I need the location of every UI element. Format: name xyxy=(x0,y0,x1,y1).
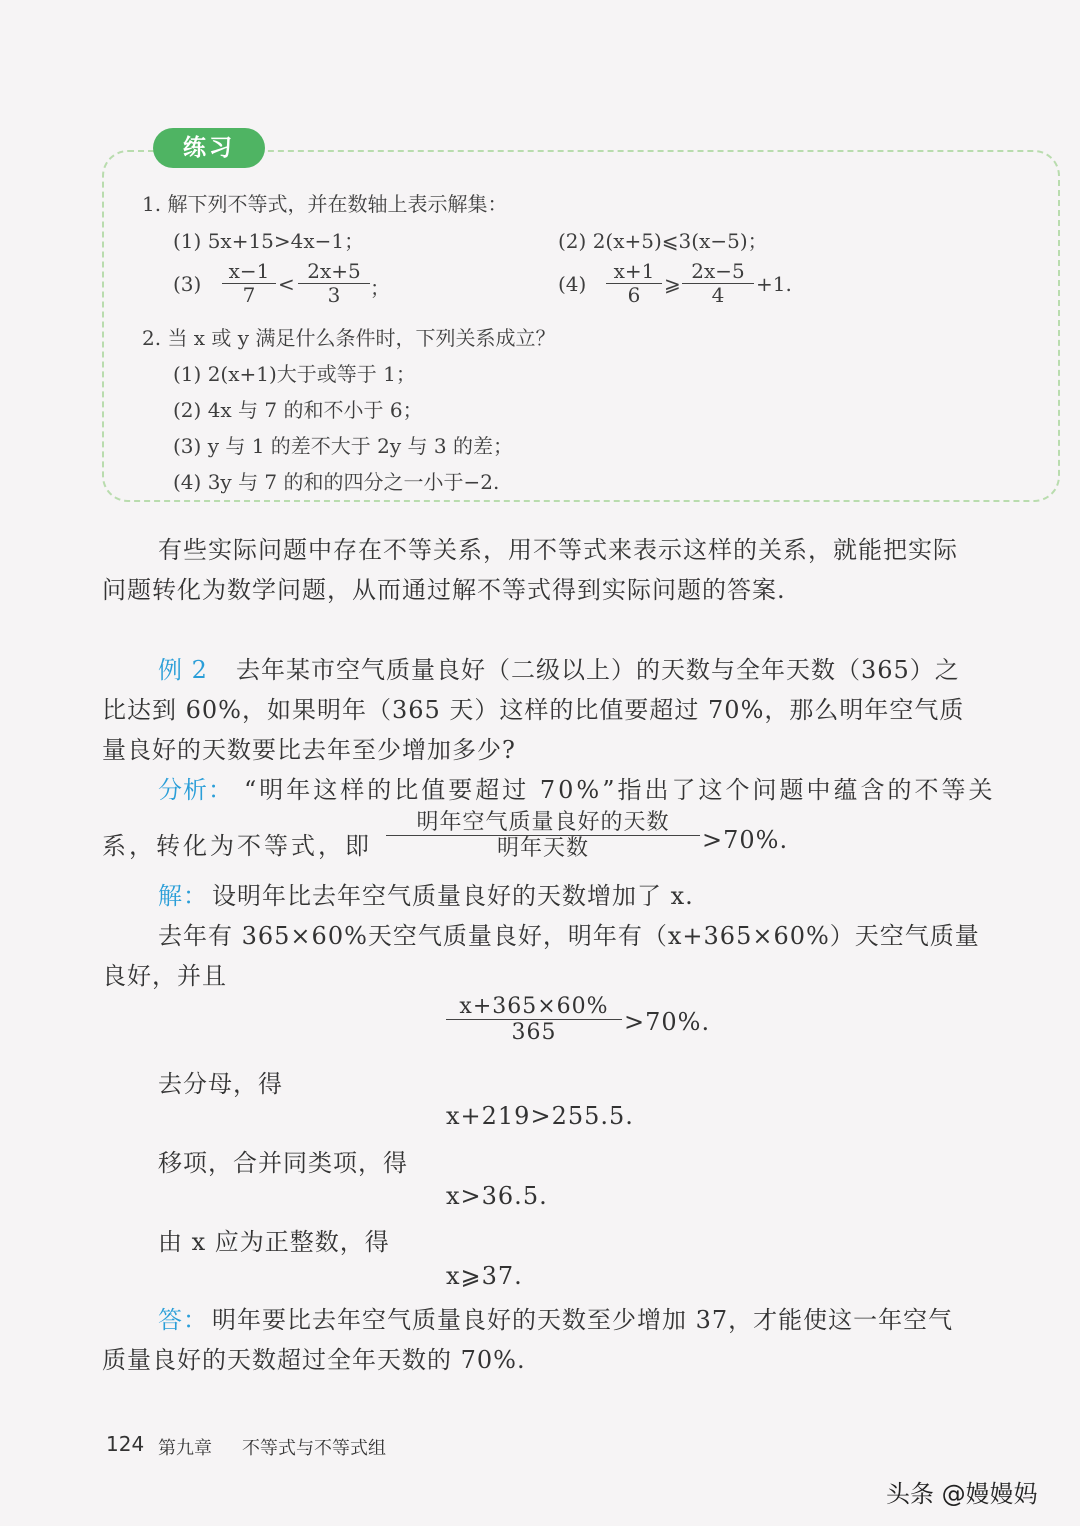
exercise-2-part-3: (3) y 与 1 的差不大于 2y 与 3 的差； xyxy=(173,434,513,458)
chapter-label: 第九章 xyxy=(158,1438,212,1459)
exercise-1-part-1: (1) 5x+15>4x−1； xyxy=(173,229,365,253)
exercise-tag: 练习 xyxy=(153,128,265,168)
fraction-denominator: 3 xyxy=(327,283,341,307)
exercise-1-part-3-fraction-right xyxy=(298,260,370,307)
exercise-1-part-3-end: ； xyxy=(370,276,390,300)
analysis-line-1: “明年这样的比值要超过 70%”指出了这个问题中蕴含的不等关 xyxy=(244,776,996,804)
fraction-numerator: 2x−5 xyxy=(682,260,754,284)
exercise-2-prompt: 2. 当 x 或 y 满足什么条件时，下列关系成立？ xyxy=(142,326,556,350)
fraction-numerator: x−1 xyxy=(222,260,276,284)
answer-line-1: 明年要比去年空气质量良好的天数至少增加 37，才能使这一年空气 xyxy=(212,1306,954,1334)
equation-1-fraction xyxy=(446,994,622,1046)
exercise-2-part-4: (4) 3y 与 7 的和的四分之一小于−2. xyxy=(173,470,500,494)
exercise-1-part-4-fraction-right xyxy=(682,260,754,307)
analysis-fraction xyxy=(386,810,700,862)
exercise-1-part-2: (2) 2(x+5)⩽3(x−5)； xyxy=(558,229,768,253)
example-label: 例 2 xyxy=(158,656,208,684)
watermark: 头条 @嫚嫚妈 xyxy=(886,1480,1038,1508)
analysis-end: >70%. xyxy=(702,826,789,854)
solution-line-3: 良好，并且 xyxy=(102,962,227,990)
fraction-numerator: 明年空气质量良好的天数 xyxy=(386,810,700,836)
step-1: 去分母，得 xyxy=(158,1070,283,1098)
equation-2: x+219>255.5. xyxy=(446,1102,634,1130)
solution-line-2: 去年有 365×60%天空气质量良好，明年有（x+365×60%）天空气质量 xyxy=(158,922,980,950)
exercise-1-part-4-label: (4) xyxy=(558,272,587,296)
page-number: 124 xyxy=(106,1432,145,1456)
example-line-1: 去年某市空气质量良好（二级以上）的天数与全年天数（365）之 xyxy=(236,656,960,684)
example-line-3: 量良好的天数要比去年至少增加多少? xyxy=(102,736,516,764)
exercise-1-part-3-label: (3) xyxy=(173,272,202,296)
fraction-denominator: 明年天数 xyxy=(496,836,589,862)
equation-3: x>36.5. xyxy=(446,1182,548,1210)
intro-line-2: 问题转化为数学问题，从而通过解不等式得到实际问题的答案. xyxy=(102,576,786,604)
exercise-1-part-3-operator: < xyxy=(278,272,295,296)
intro-line-1: 有些实际问题中存在不等关系，用不等式来表示这样的关系，就能把实际 xyxy=(158,536,958,564)
exercise-1-part-4-fraction-left xyxy=(606,260,662,307)
fraction-numerator: 2x+5 xyxy=(298,260,370,284)
fraction-numerator: x+1 xyxy=(606,260,662,284)
fraction-denominator: 6 xyxy=(627,283,641,307)
step-2: 移项，合并同类项，得 xyxy=(158,1149,408,1177)
fraction-denominator: 7 xyxy=(242,283,256,307)
exercise-2-part-1: (1) 2(x+1)大于或等于 1； xyxy=(173,362,416,386)
analysis-label: 分析： xyxy=(158,776,233,804)
exercise-2-part-2: (2) 4x 与 7 的和不小于 6； xyxy=(173,398,423,422)
solution-label: 解： xyxy=(158,882,208,910)
exercise-1-prompt: 1. 解下列不等式，并在数轴上表示解集： xyxy=(142,192,508,216)
step-3: 由 x 应为正整数，得 xyxy=(158,1228,390,1256)
example-line-2: 比达到 60%，如果明年（365 天）这样的比值要超过 70%，那么明年空气质 xyxy=(102,696,965,724)
exercise-1-part-3-fraction-left xyxy=(222,260,276,307)
fraction-denominator: 4 xyxy=(711,283,725,307)
exercise-1-part-4-end: +1. xyxy=(756,272,792,296)
fraction-denominator: 365 xyxy=(511,1020,557,1046)
answer-line-2: 质量良好的天数超过全年天数的 70%. xyxy=(102,1346,526,1374)
analysis-line-2: 系，转化为不等式，即 xyxy=(102,832,372,860)
equation-1-end: >70%. xyxy=(624,1008,711,1036)
equation-4: x⩾37. xyxy=(446,1262,523,1290)
solution-line-1: 设明年比去年空气质量良好的天数增加了 x. xyxy=(212,882,694,910)
answer-label: 答： xyxy=(158,1306,208,1334)
chapter-title: 不等式与不等式组 xyxy=(242,1438,386,1459)
exercise-1-part-4-operator: ⩾ xyxy=(664,272,681,296)
fraction-numerator: x+365×60% xyxy=(446,994,622,1020)
